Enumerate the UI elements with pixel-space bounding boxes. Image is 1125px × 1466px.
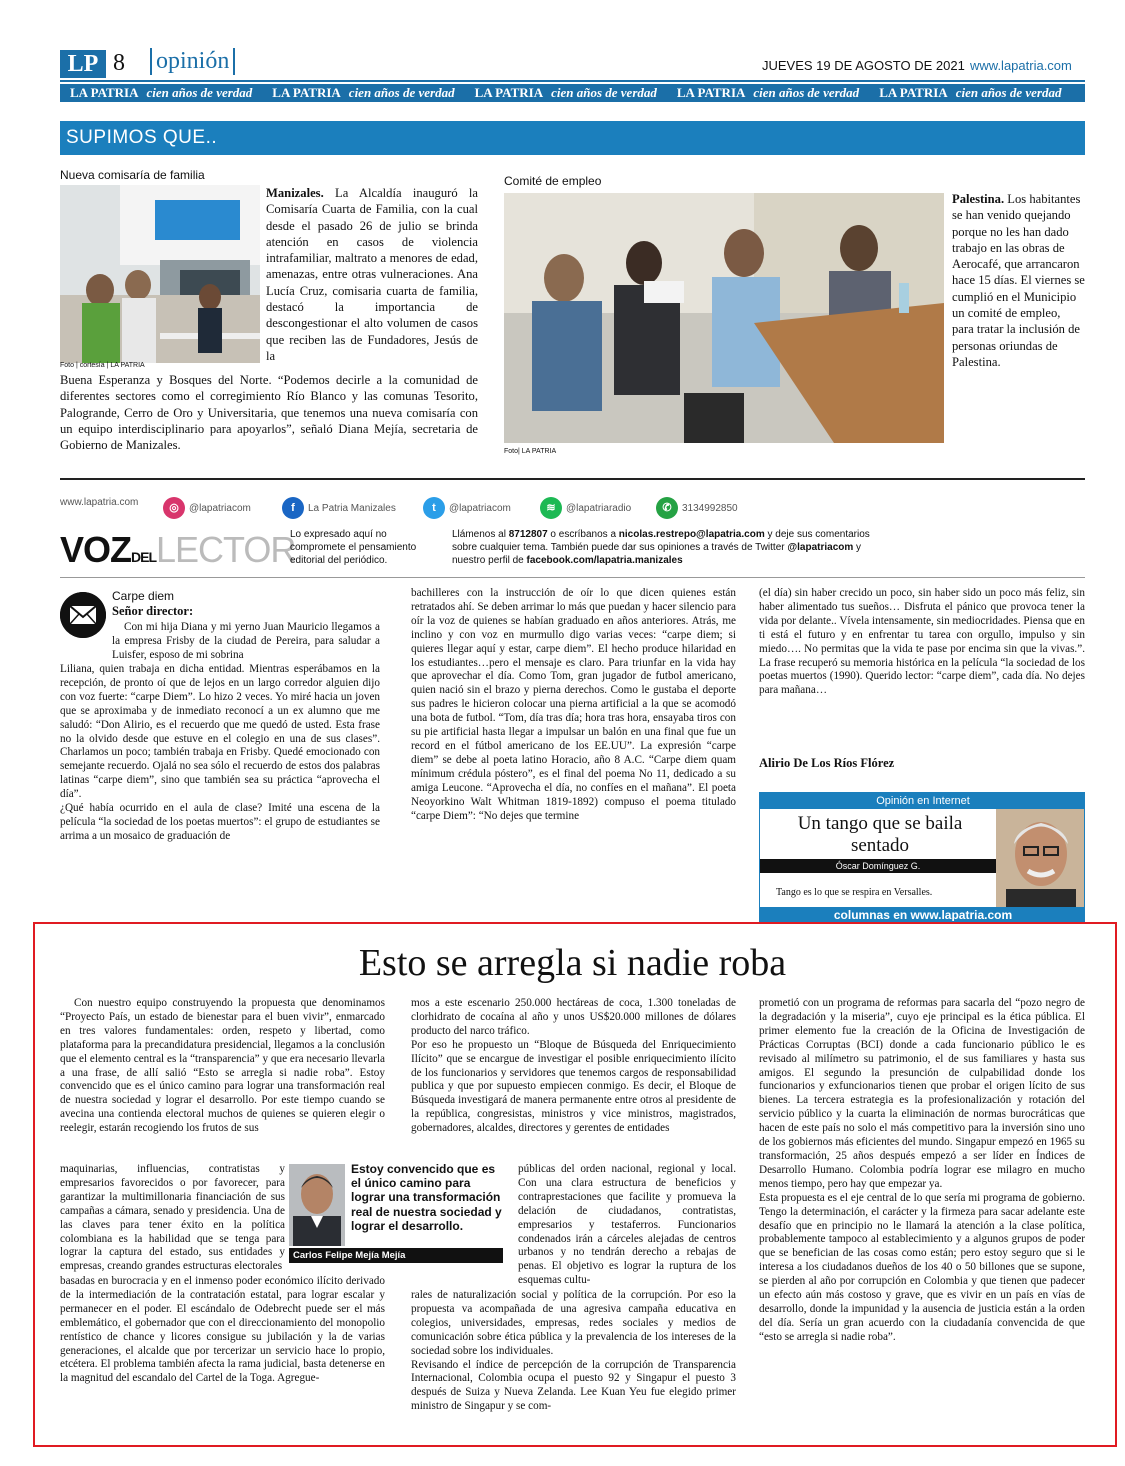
- whatsapp-icon: ✆: [656, 497, 678, 519]
- brand-name: LA PATRIA: [474, 85, 544, 100]
- web-label: www.lapatria.com: [60, 497, 139, 508]
- facebook-icon: f: [282, 497, 304, 519]
- online-title[interactable]: Un tango que se baila sentado: [797, 813, 963, 856]
- envelope-icon: [60, 592, 106, 638]
- opinion-col3: prometió con un programa de reformas para sacarla del “pozo negro de la degradación y la miseria”, cuyo eje principal es la ética pública. El primer elemento fue la creación de la Oficina de Investigación de Prácticas Corruptas (BCI) donde a cada funcionario público le es revisado al milímetro su patrimonio, el de sus familiares y hasta sus amigos. El segundo la presunción de culpabilidad donde los funcionarios y exfuncionarios tienen que probar el origen lícito de sus bienes. La tercera estrategia es la profesionalización y rotación del servicio público y la cuarta la eliminación de normas burocráticas que hacen de este país no solo el más competitivo para la inversión sino uno de los gobiernos más eficientes del mundo. Singapur empezó en 1965 su transformación, 25 años después empezó a ser líder en Índices de Desarrollo Humano. Colombia podría lograr ese milagro en mucho menos tiempo, pero hay que empezar ya. Esta propuesta es el eje central de lo que sería mi programa de gobierno. Tengo la determinación, el carácter y la firmeza para sacar adelante este desafío que en principio no le llamará la atención a la clase política, probablemente tampoco al establecimiento y a algunos grupos de poder que se benefician de las cosas como están; pero estoy seguro que si le interesa a los ciudadanos dueños de los 40 o 50 billones que se supone, se pierden al año por corrupción en Colombia y que tienen que padecer un efecto aún más costoso y grave, que es vivir en un país en vías de desarrollo, donde la impunidad y la ausencia de justicia están a la orden del día. Sería un gran acuerdo con la ciudadanía convencida de que “esto se arregla si nadie roba”.: [759, 997, 1085, 1343]
- section-name[interactable]: opinión: [150, 48, 235, 75]
- social-link-facebook[interactable]: [282, 497, 396, 519]
- contact-text: Llámenos al: [452, 529, 509, 540]
- page-number: 8: [113, 50, 125, 76]
- mail-icon: [60, 592, 106, 638]
- brand-slogan: cien años de verdad: [955, 85, 1062, 100]
- instagram-label: @lapatriacom: [189, 502, 251, 514]
- voz-rule: [60, 577, 1085, 578]
- story2-body: Los habitantes se han venido quejando porque no les han dado trabajo en las obras de Aerocafé, que arrancaron hace 15 días. El viernes se cumplió en el Municipio un comité de empleo, para tratar la inclusión de personas oriundas de Palestina.: [952, 192, 1085, 369]
- header-rule: [60, 80, 1085, 82]
- story2-text: [952, 191, 1085, 370]
- brand-strip: [60, 84, 1085, 102]
- voz-title-1: VOZ: [60, 529, 132, 570]
- opinion-col1-wrap: maquinarias, influencias, contratistas y empresarios favorecidos o por favorecer, para garantizar la multimillonaria financiación de sus campañas a cámara, senado y presidencia. Una de las claves para tener éxito en la política colombiana es la habilidad que se tenga para lograr la captura del estado, sus entidades y empresas, creando grandes estructuras electorales: [60, 1163, 285, 1273]
- columnist-photo: [996, 809, 1085, 907]
- contact-text: y nuestro perfil de: [452, 542, 862, 566]
- voz-title-3: LECTOR: [156, 529, 296, 570]
- contact-twitter[interactable]: @lapatriacom: [787, 542, 854, 553]
- contact-email[interactable]: nicolas.restrepo@lapatria.com: [618, 529, 765, 540]
- voz-title-2: DEL: [131, 549, 157, 565]
- online-opinion-box[interactable]: [759, 792, 1085, 922]
- online-teaser: Tango es lo que se respira en Versalles.: [776, 887, 933, 898]
- letter-col3: (el día) sin haber crecido un poco, sin haber sido un poco más feliz, sin haber alimentado tus sueños… Disfruta el pánico que provoca tener la vida por delante.. Vívela intensamente, sin mediocridades. Piensa que en ti está el futuro y en enfrentar tu tarea con orgullo, impulso y sin miedo…. No permitas que la vida te pase por encima sin que la vivas.”. La frase recuperó su memoria histórica en la película “la sociedad de los poetas muertos (1990). Querido lector: “carpe diem”, cada día. No dejes para mañana…: [759, 587, 1085, 697]
- whatsapp-label: 3134992850: [682, 502, 738, 514]
- story1-photo[interactable]: [60, 185, 260, 363]
- opinion-headline: Esto se arregla si nadie roba: [358, 942, 787, 984]
- contact-text: y deje sus comentarios sobre cualquier tema. También puede dar sus opiniones a través de Twitter: [452, 529, 870, 553]
- contact-facebook[interactable]: facebook.com/lapatria.manizales: [526, 555, 683, 566]
- section-divider: [60, 478, 1085, 480]
- comite-photo: [504, 193, 944, 443]
- publication-date: JUEVES 19 DE AGOSTO DE 2021: [762, 58, 965, 73]
- spotify-label: @lapatriaradio: [566, 502, 632, 514]
- instagram-icon: ◎: [163, 497, 185, 519]
- opinion-author: Carlos Felipe Mejía Mejía: [289, 1248, 503, 1263]
- story1-lead: Manizales.: [266, 186, 324, 200]
- brand-slogan: cien años de verdad: [146, 85, 253, 100]
- online-box-footer[interactable]: columnas en www.lapatria.com: [760, 907, 1085, 922]
- author-photo: [289, 1164, 345, 1246]
- comisaria-photo: [60, 185, 260, 363]
- opinion-col2-top: mos a este escenario 250.000 hectáreas de coca, 1.300 toneladas de clorhidrato de cocaína al año y unos US$20.000 millones de dólares producto del narco tráfico. Por eso he propuesto un “Bloque de Búsqueda del Enriquecimiento Ilícito” que se encargue de investigar el posible enriquecimiento ilícito de los funcionarios y servidores que tenemos cargos de responsabilidad publica y que por supuesto empiecen conmigo. Es decir, el Bloque de Búsqueda investigará de manera permanente entre otros al presidente de la república, congresistas, ministros y vice ministros, magistrados, gobernadores, alcaldes, directores y gerentes de entidades: [411, 997, 736, 1135]
- voz-disclaimer: Lo expresado aquí no compromete el pensamiento editorial del periódico.: [290, 529, 417, 566]
- online-box-header: Opinión en Internet: [760, 793, 1085, 809]
- author-portrait: [289, 1164, 345, 1246]
- spotify-icon: ≋: [540, 497, 562, 519]
- brand-name: LA PATRIA: [70, 85, 139, 100]
- brand-name: LA PATRIA: [676, 85, 746, 100]
- contact-text: o escríbanos a: [547, 529, 619, 540]
- story1-photo-credit: Foto | cortesía | LA PATRIA: [60, 362, 145, 369]
- story1-label: Nueva comisaría de familia: [60, 168, 205, 182]
- facebook-label: La Patria Manizales: [308, 502, 396, 514]
- brand-name: LA PATRIA: [272, 85, 341, 100]
- story2-photo[interactable]: [504, 193, 944, 443]
- brand-slogan: cien años de verdad: [348, 85, 455, 100]
- pull-quote-box: [289, 1160, 503, 1265]
- site-link[interactable]: www.lapatria.com: [970, 58, 1072, 73]
- opinion-col2-wrap: públicas del orden nacional, regional y local. Con una clara estructura de beneficios y contraprestaciones que facilite y promueva la delación de ciudadanos, contratistas, empresarios y testaferros. Funcionarios condenados irán a cárceles alejadas de centros urbanos y no tendrán derecho a rebajas de penas. El objetivo es lograr la ruptura de los esquemas cultu-: [518, 1163, 736, 1287]
- letter-salutation: Señor director:: [112, 604, 194, 618]
- letter-col2: bachilleres con la instrucción de oír lo que dicen quienes están retratados ahí. Se deben arrimar lo más que puedan y hacer silencio para oír la voz de quienes se habían graduado en años anteriores. Atrás, me inclino y con voz en murmullo digo varias veces: “carpe diem; si quieres llegar aquí y estar, carpe diem”. El hecho produce hilaridad en los estudiantes…pero el mensaje es claro. Para triunfar en la vida hay que aprovechar el día. Como Tom, gran jugador de futbol americano, quien nació sin el brazo y pierna derechos. Como le gustaba el deporte sus padres le hicieron colocar una pierna artificial a la que se acomodó una bota de futbol. “Tom, día tras día; hora tras hora, ensayaba tiros con su pie artificial hasta llegar a impulsar un balón en una final que fue un record en el fútbol americano de los EE.UU”. La expresión “carpe diem” se debe al poeta latino Horacio, año 8 A.C. “Carpe diem quam mínimum crédula póstero”, es el final del poema No 11, dedicado a su amiga Leucone. “Aprovecha el día, no confíes en el mañana”. El poeta Neoyorkino Walt Whitman 1819-1892) compuso el poema titulado “carpe Diem”: “No dejes que termine: [411, 587, 736, 822]
- opinion-col2-bottom: rales de naturalización social y política de la corrupción. Por eso la propuesta va acompañada de una agresiva campaña educativa en colegios, universidades, empresas, redes sociales y medios de comunicación sobre ética pública y la prevalencia de los intereses de la sociedad sobre los individuales. Revisando el índice de percepción de la corrupción de Transparencia Internacional, Colombia ocupa el puesto 92 y Singapur el puesto 3 después de Suiza y Nueva Zelanda. Lee Kuan Yeu fue elegido primer ministro de Singapur y se com-: [411, 1289, 736, 1413]
- pull-quote-text: Estoy convencido que es el único camino para lograr una transformación real de nuestra sociedad y lograr el desarrollo.: [351, 1162, 502, 1233]
- letter-col1-indent: Con mi hija Diana y mi yerno Juan Mauricio llegamos a la empresa Frisby de la ciudad de Pereira, para saludar a Luisfer, esposo de mi sobrina: [112, 621, 380, 661]
- contact-phone[interactable]: 8712807: [508, 529, 548, 540]
- brand-name: LA PATRIA: [879, 85, 948, 100]
- brand-slogan: cien años de verdad: [551, 85, 657, 100]
- voz-del-lector-title: [60, 530, 295, 577]
- lp-logo[interactable]: LP: [60, 50, 106, 78]
- voz-contact-info: [452, 528, 872, 567]
- social-link-twitter[interactable]: [423, 497, 511, 519]
- story1-body: La Alcaldía inauguró la Comisaría Cuarta de Familia, con la cual desde el pasado 26 de julio se brinda atención en casos de violencia intrafamiliar, maltrato a menores de edad, amenazas, entre otras vulneraciones. Ana Lucía Cruz, comisaria cuarta de familia, destacó la importancia de descongestionar el alto volumen de casos que reciben las de Fundadores, Jesús de la: [266, 186, 478, 363]
- columnist-portrait: [996, 809, 1085, 907]
- letter-col1: Liliana, quien trabaja en dicha entidad. Mientras esperábamos en la recepción, de pronto oí que de lejos en un largo corredor alguien dijo con voz fuerte: “carpe Diem”. Lo hizo 2 veces. Yo miré hacia un joven que se aproximaba y de inmediato reconocí a un ex alumno que me saludó: “Don Alirio, es el recuerdo que me quedó de usted. Esta frase no la olvido desde que estuve en el colegio en una de sus clases”. Charlamos un poco; también trabaja en Frisby. Quedé emocionado con semejante recuerdo. Ojalá no sea sólo el recuerdo de estos dos palabras latinas “carpe diem”, sino que también sea su práctica “aprovecha el día”. ¿Qué había ocurrido en el aula de clase? Imité una escena de la película “la sociedad de los poetas muertos”: el grupo de estudiantes se arrima a un mosaico de graduación de: [60, 663, 380, 842]
- opinion-col1-top: Con nuestro equipo construyendo la propuesta que denominamos “Proyecto País, un estado de bienestar para el buen vivir”, enmarcado en tres valores fundamentales: orden, respeto y libertad, como plataforma para la precandidatura presidencial, llegamos a la conclusión que el elemento central es la “transparencia” y que era necesario llevarla a una frase, de allí salió “Esto se arregla si nadie roba”. Estoy convencido que es el único camino para lograr una transformación real de nuestra sociedad y lograr el desarrollo. Por este tiempo cuando se avecina una contienda electoral muchos de quienes se quieren elegir o reelegir, estarán recogiendo los frutos de sus: [60, 997, 385, 1135]
- letter-signature: Alirio De Los Ríos Flórez: [759, 756, 895, 770]
- story2-lead: Palestina.: [952, 192, 1005, 206]
- story1-text-bottom: Buena Esperanza y Bosques del Norte. “Podemos decirle a la comunidad de diferentes sectores como el corregimiento Río Blanco y las comunas Tesorito, Palogrande, Cerro de Oro y Universitaria, que tenemos una nueva comisaría con un equipo interdisciplinario para apoyarlos”, señaló Diana Mejía, secretaria de Gobierno de Manizales.: [60, 373, 478, 453]
- social-links: [60, 497, 1085, 521]
- social-link-web[interactable]: [60, 497, 138, 508]
- social-link-whatsapp[interactable]: [656, 497, 738, 519]
- story1-text-top: [266, 185, 478, 364]
- twitter-label: @lapatriacom: [449, 502, 511, 514]
- brand-slogan: cien años de verdad: [753, 85, 860, 100]
- story2-photo-credit: Foto| LA PATRIA: [504, 448, 557, 455]
- supimos-section-title: SUPIMOS QUE..: [60, 121, 1085, 155]
- social-link-spotify[interactable]: [540, 497, 631, 519]
- online-author: Óscar Domínguez G.: [760, 859, 996, 873]
- twitter-icon: t: [423, 497, 445, 519]
- social-link-instagram[interactable]: [163, 497, 251, 519]
- opinion-col1-bottom: basadas en burocracia y en el inmenso poder económico ilícito derivado de la intermediación de la contratación estatal, para lograr escalar y permanecer en el poder. El escándalo de Odebrecht puede ser el más emblemático, el gobernador que con el direccionamiento del monopolio rentístico de chance y licores consigue su jubilación y la de varias generaciones, el alcalde que por tercerizar un servicio hace lo propio, etcétera. El problema también afecta la rama judicial, basta detenerse en la magnitud del escandalo del Cartel de la Toga. Agregue-: [60, 1275, 385, 1385]
- letter-title: Carpe diem: [112, 589, 175, 603]
- story2-label: Comité de empleo: [504, 174, 602, 188]
